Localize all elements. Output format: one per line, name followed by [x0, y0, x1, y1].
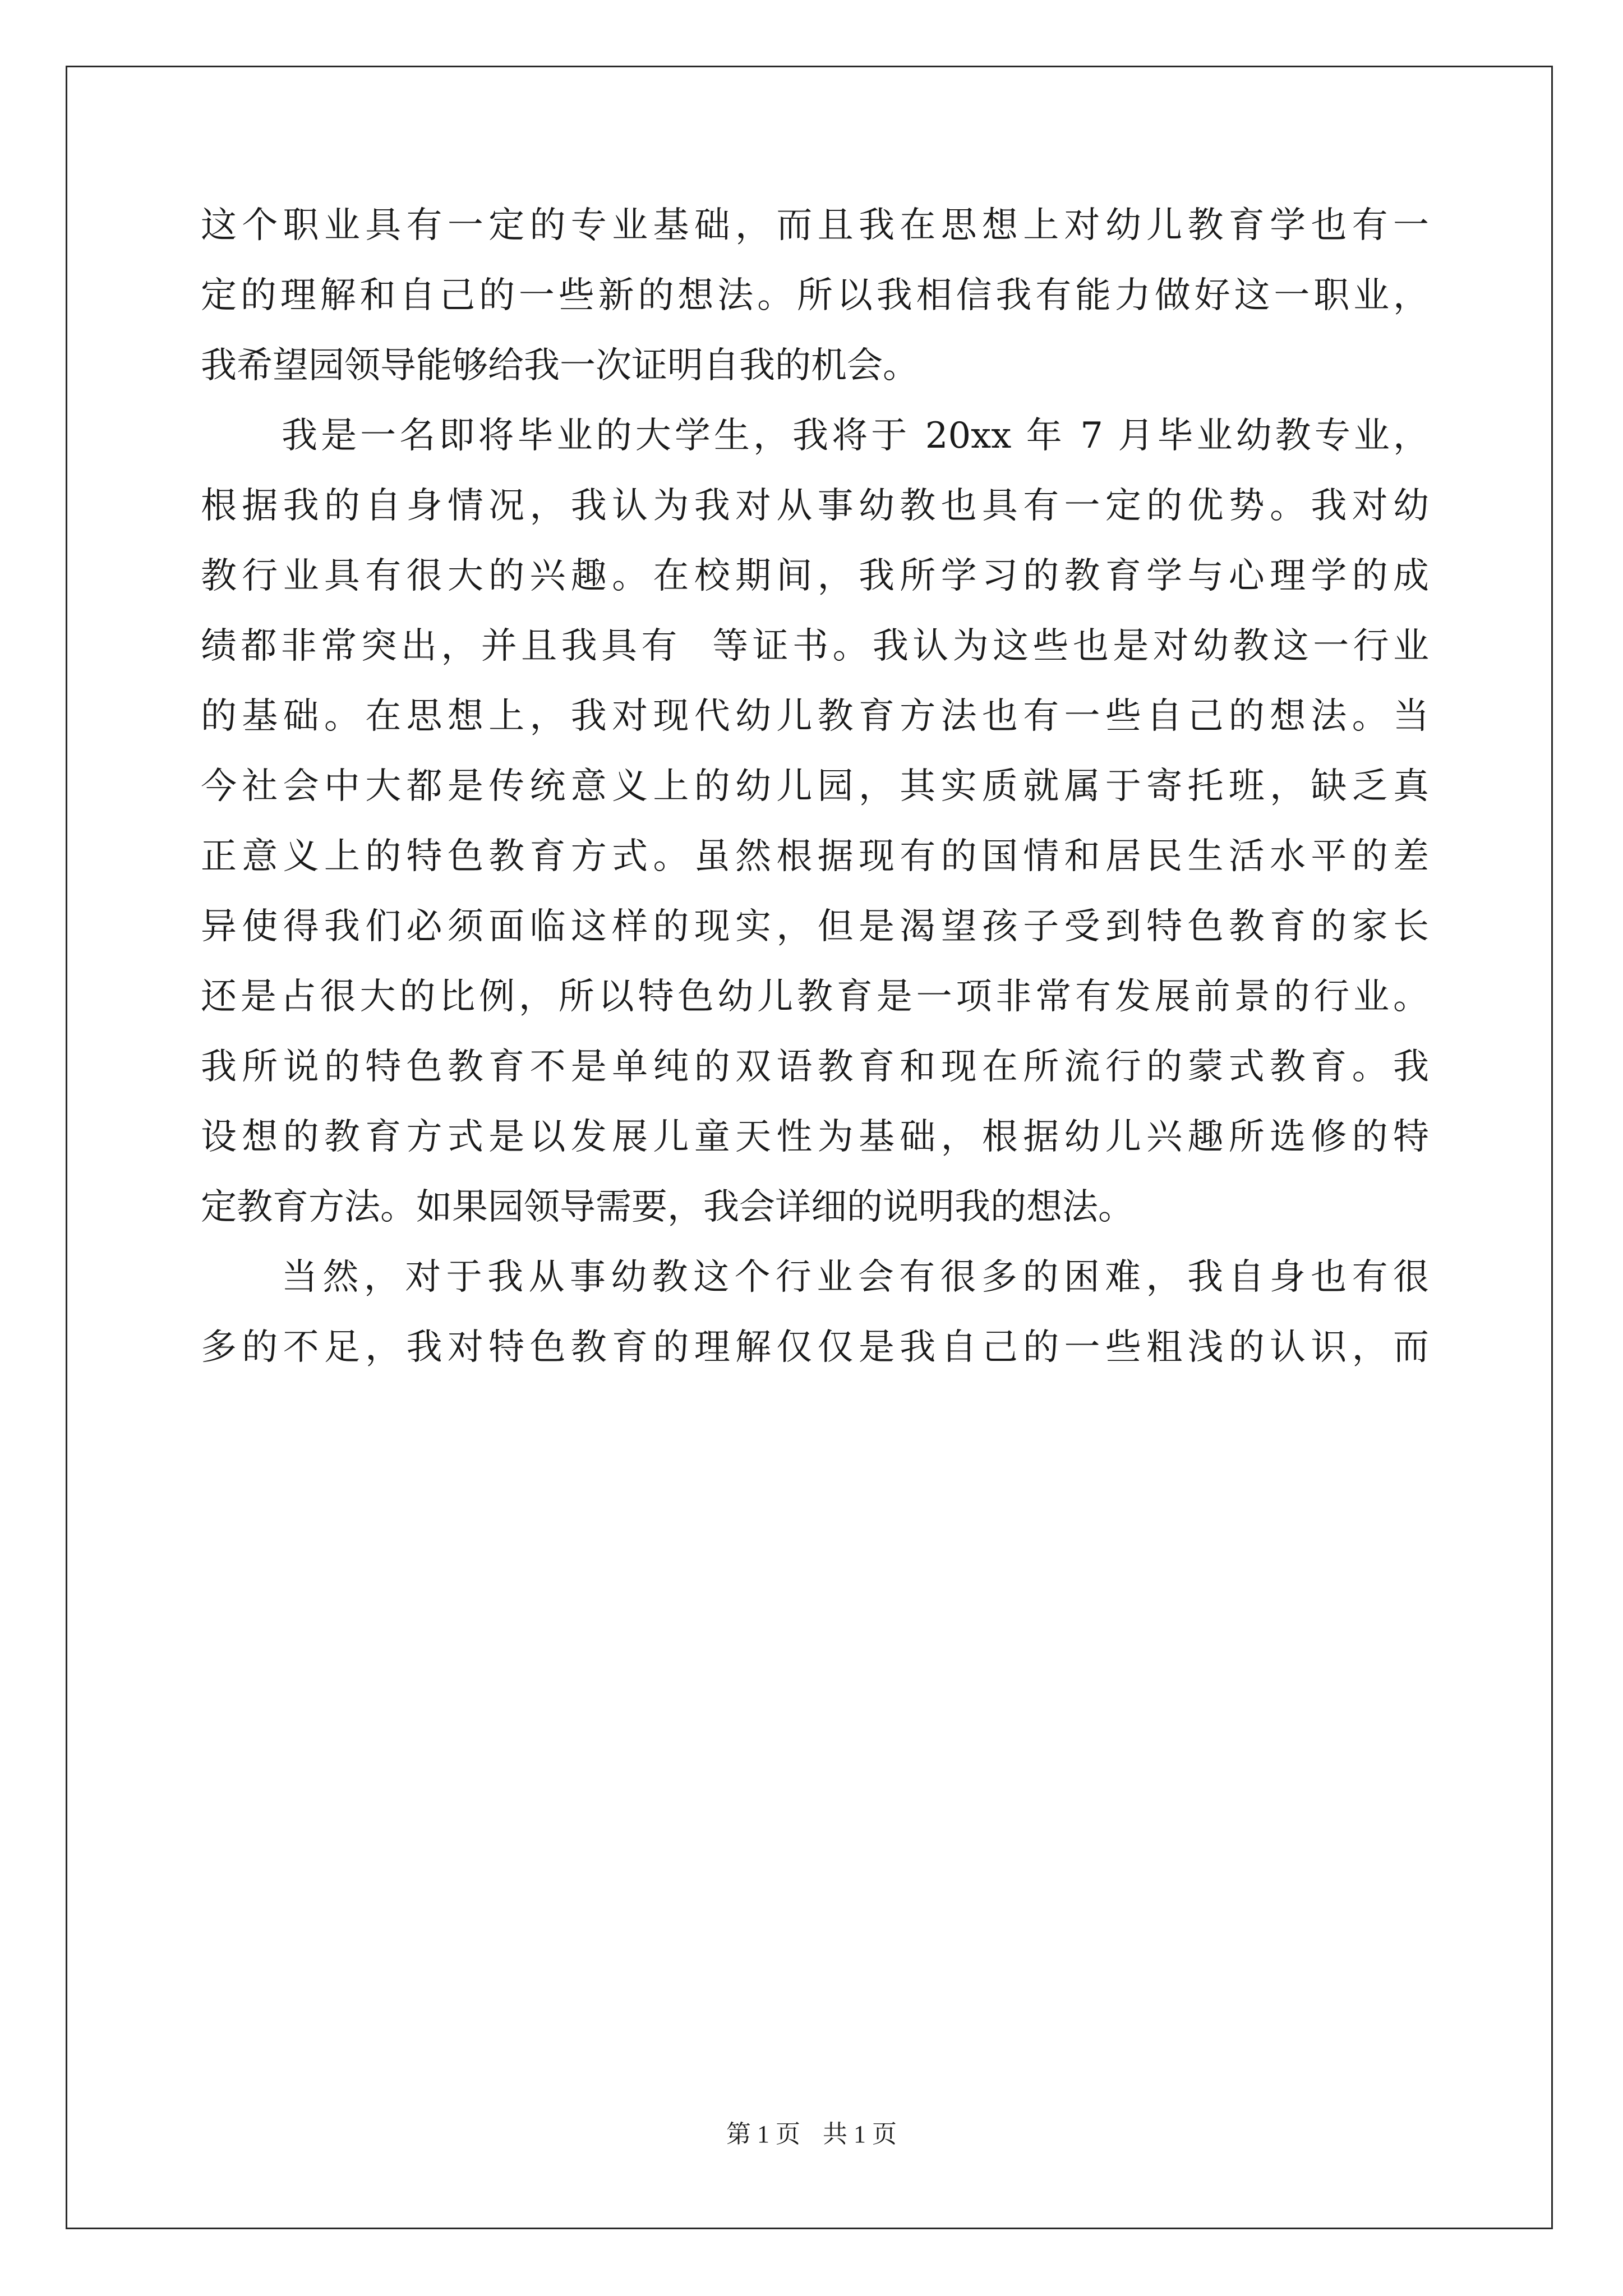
text-line: 我希望园领导能够给我一次证明自我的机会。 [201, 345, 919, 386]
text-line: 异使得我们必须面临这样的现实，但是渴望孩子受到特色教育的家长 [201, 906, 1429, 947]
text-line: 还是占很大的比例，所以特色幼儿教育是一项非常有发展前景的行业。 [201, 976, 1429, 1018]
paragraph-start-line: 当然，对于我从事幼教这个行业会有很多的困难，我自身也有很 [282, 1257, 1429, 1298]
text-line: 教行业具有很大的兴趣。在校期间，我所学习的教育学与心理学的成 [201, 555, 1429, 597]
text-line: 我所说的特色教育不是单纯的双语教育和现在所流行的蒙式教育。我 [201, 1046, 1429, 1088]
text-line: 定教育方法。如果园领导需要，我会详细的说明我的想法。 [201, 1186, 1134, 1228]
text-line: 根据我的自身情况，我认为我对从事幼教也具有一定的优势。我对幼 [201, 485, 1429, 527]
page-footer [0, 2118, 1623, 2151]
text-line: 绩都非常突出，并且我具有 等证书。我认为这些也是对幼教这一行业 [201, 625, 1429, 667]
text-line: 这个职业具有一定的专业基础，而且我在思想上对幼儿教育学也有一 [201, 205, 1429, 246]
text-line: 设想的教育方式是以发展儿童天性为基础，根据幼儿兴趣所选修的特 [201, 1116, 1429, 1158]
text-line: 正意义上的特色教育方式。虽然根据现有的国情和居民生活水平的差 [201, 836, 1429, 877]
page-total: 共 1 页 [823, 2120, 897, 2148]
document-body [201, 191, 1429, 1383]
text-line: 多的不足，我对特色教育的理解仅仅是我自己的一些粗浅的认识，而 [201, 1327, 1429, 1368]
text-line: 定的理解和自己的一些新的想法。所以我相信我有能力做好这一职业， [201, 275, 1429, 316]
paragraph-start-line: 我是一名即将毕业的大学生，我将于 20xx 年 7 月毕业幼教专业， [282, 415, 1429, 457]
text-line: 今社会中大都是传统意义上的幼儿园，其实质就属于寄托班，缺乏真 [201, 766, 1429, 807]
page-number: 第 1 页 [726, 2120, 800, 2148]
text-line: 的基础。在思想上，我对现代幼儿教育方法也有一些自己的想法。当 [201, 696, 1429, 737]
